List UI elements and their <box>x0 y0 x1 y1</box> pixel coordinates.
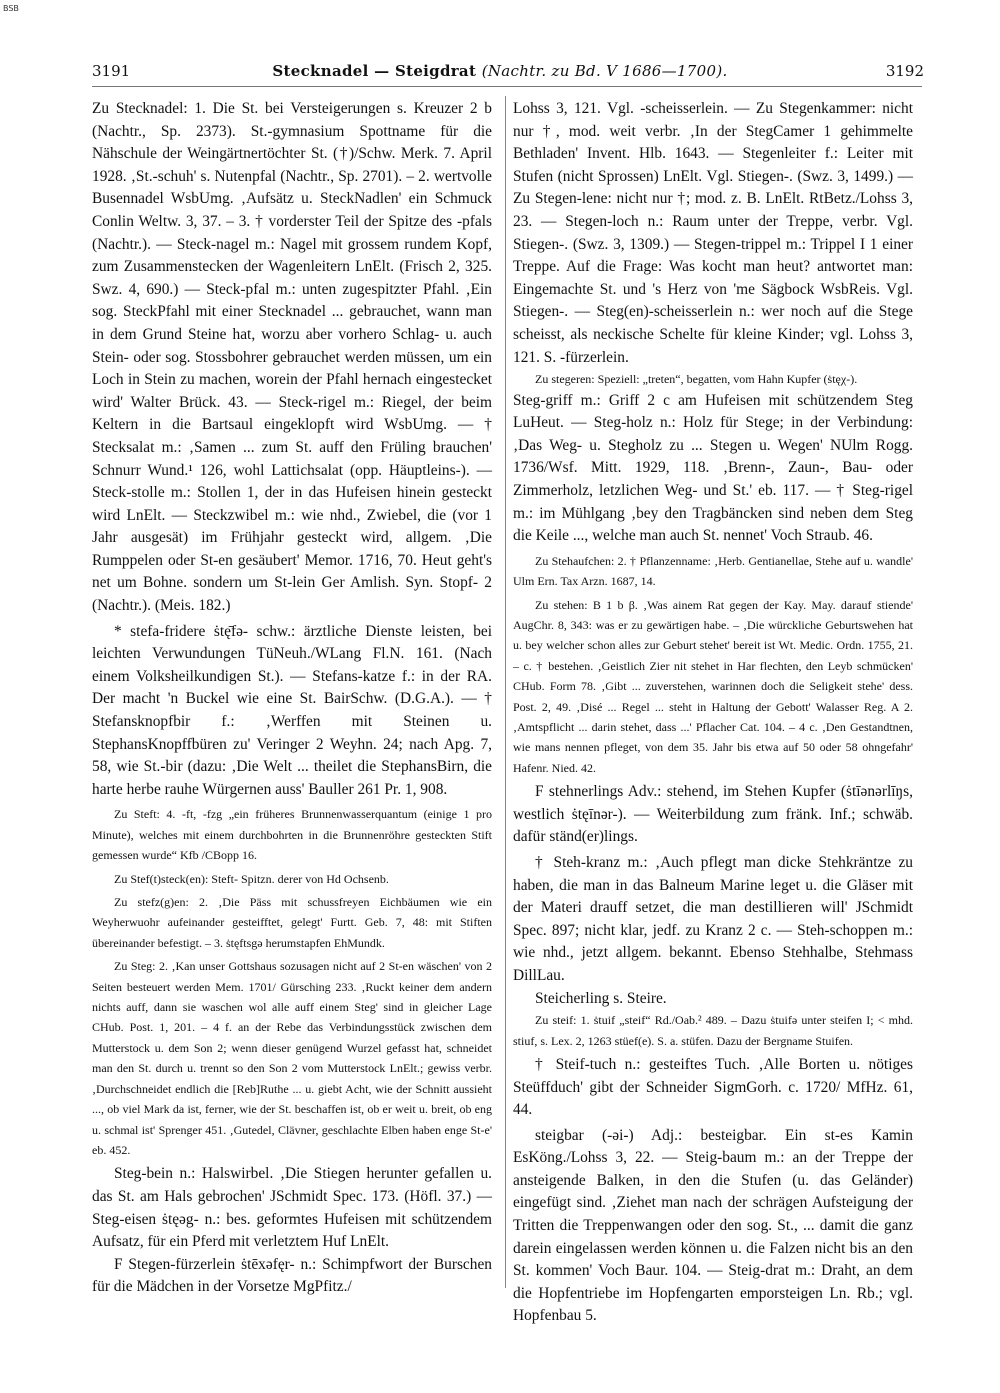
entry-stegenfuerzerlein: F Stegen-fürzerlein ṡtēxəfęr- n.: Schimpfwort der Burschen für die Mädchen in der Vorsetze MgPfitz./ <box>92 1255 492 1296</box>
entry-stehaufchen: Zu Stehaufchen: 2. † Pflanzenname: ‚Herb. Gentianellae, Stehe auf u. wandle' Ulm Ern. Tax Arzn. 1687, 14. <box>513 553 913 589</box>
entry-steggriff: Steg-griff m.: Griff 2 c am Hufeisen mit schützendem Steg LuHeut. — Steg-holz n.: Holz für Stege; in der Verbindung: ‚Das Weg- u. Stegholz zu ... Stegen u. Wegen' NUlm Rogg. 1736/Wsf. Mitt. 1929, 118. ‚Brenn-, Zaun-, Bau- oder Zimmerholz, letzlichen Weg- und St.' eb. 117. — † Steg-rigel m.: im Mühlgang ‚bey den Tragbäncken sind neben dem Steg die Keile ..., welche man auch St. nennet' Voch Straub. 46. <box>513 391 913 545</box>
running-header-title: Stecknadel — Steigdrat <box>272 62 477 80</box>
entry-stegbein: Steg-bein n.: Halswirbel. ‚Die Stiegen herunter gefallen u. das St. am Hals gebrochen' JSchmidt Spec. 173. (Höfl. 37.) — Steg-eisen ṡtęəg- n.: bes. geformtes Hufeisen mit schützendem Aufsatz, für ein Pferd mit verletztem Huf LnElt. <box>92 1165 492 1251</box>
right-column <box>513 98 913 1328</box>
entry-steigbar: steigbar (-əi-) Adj.: besteigbar. Ein st-es Kamin EsKöng./Lohss 3, 22. — Steig-baum m.: an der Treppe der ansteigende Balken, in den die Stufen (u. das Geländer) eingefügt sind. ‚Ziehet man nach der schrägen Aufsteigung der Tritten die Treppenwangen oder den sog. St., ... damit die ganz darein eingelassen werden können u. die Falzen nicht bis an den St. kommen' Voch Baur. 104. — Steig-drat m.: Draht, an dem die Hopfentriebe im Hopfengarten emporsteigen Ln. Rb.; vgl. Hopfenbau 5. <box>513 1126 913 1325</box>
entry-steft: Zu Steft: 4. -ft, -fzg „ein früheres Brunnenwasserquantum (einige 1 pro Minute), welches mit einem durchbohrten in die Brunnenröhre gesteckten Stift gemessen wurde“ Kfb /CBopp 16. <box>92 807 492 863</box>
entry-stegen-compounds: Lohss 3, 121. Vgl. -scheisserlein. — Zu Stegenkammer: nicht nur †, mod. weit verbr. ‚In der StegCamer 1 gehimmelte Bethladen' Invent. Hlb. 1643. — Stegenleiter f.: Leiter mit Stufen (nicht Sprossen) LnElt. Vgl. Stiegen-. (Swz. 3, 1499.) — Zu Stegen-lene: nicht nur †; mod. z. B. LnElt. RtBetz./Lohss 3, 23. — Stegen-loch n.: Raum unter der Treppe, verbr. Vgl. Stiegen-. (Swz. 3, 1309.) — Stegen-trippel m.: Trippel I 1 einer Treppe. Auf die Frage: Was kocht man heut? antwortet man: Eingemachte St. und 's Herz von 'me Sägbock WsbReis. Vgl. Stiegen-. — Steg(en)-scheisserlein n.: wer noch auf die Stege scheisst, als neckische Schelte für kleine Kinder; vgl. Lohss 3, 121. S. -fürzerlein. <box>513 100 913 366</box>
entry-stehnerlings: F stehnerlings Adv.: stehend, im Stehen Kupfer (ṡtīənərlīŋs, westlich ṡtęīnər-). — Weiterbildung zum fränk. Inf.; schwäb. dafür ständ(er)lings. <box>513 783 913 846</box>
left-column <box>92 98 492 1299</box>
page-number-left: 3191 <box>92 62 131 80</box>
running-header <box>0 62 1000 80</box>
library-watermark: BSB <box>3 4 19 13</box>
entry-steftstecken: Zu Stef(t)steck(en): Steft- Spitzn. derer von Hd Ochsenb. <box>114 871 389 886</box>
entry-stehen: Zu stehen: B 1 b β. ‚Was ainem Rat gegen der Kay. May. darauf stiende' AugChr. 8, 343: was er zu gewärtigen habe. – ‚Die würckliche Geburtswehen hat u. bey welcher schon alles zur Geburt stehet' bereit ist Wt. Medic. Ordn. 1755, 21. – c. † bestehen. ‚Geistlich Zier nit stehet in Har flechten, den Leyb schmücken' CHub. Form 78. ‚Gibt ... zuverstehen, warinnen doch die Seligkeit stehe' dess. Post. 2, 49. ‚Disé ... Regel ... steht in Haltung der Gebott' Walasser Reg. A 2. ‚Amtspflicht ... darin stehet, dass ...' Pflacher Cat. 104. – 4 c. ‚Den Gestandtnen, wie mans nennen pfleget, von dem 35. Jahr bis etwa auf 50 oder 58 ohngefahr' Hafenr. Nied. 42. <box>513 597 913 775</box>
entry-stegeren: Zu stegeren: Speziell: „treten“, begatten, vom Hahn Kupfer (ṡtęχ-). <box>535 372 858 387</box>
entry-stecknadel: Zu Stecknadel: 1. Die St. bei Versteigerungen s. Kreuzer 2 b (Nachtr., Sp. 2373). St.-gymnasium Spottname für die Nähschule der Weingärtnertöchter St. (†)/Schw. Merk. 7. April 1928. ‚St.-schuh' s. Nutenpfal (Nachtr., Sp. 2701). – 2. wertvolle Busennadel WsbUmg. ‚Aufsätz u. SteckNadlen' ein Schmuck Conlin Weltw. 3, 37. – 3. † vorderster Teil der Spitze des -pfals (Nachtr.). — Steck-nagel m.: Nagel mit grossem rundem Kopf, zum Zusammenstecken der Wagenleitern LnElt. (Frisch 2, 325. Swz. 4, 690.) — Steck-pfal m.: unten zugespitzter Pfahl. ‚Ein sog. SteckPfahl mit einer Stecknadel ... gebrauchet, wann man in dem Grund Steine hat, worzu aber vorhero Schlag- u. auch Stein- oder sog. Stossbohrer gebrauchet werden müssen, um ein Loch in Stein zu machen, worein der Pfahl hernach eingestecket wird' Walter Brück. 43. — Steck-rigel m.: Riegel, der beim Keltern in die Bartsaul eingeklopft wird WsbUmg. — † Stecksalat m.: ‚Samen ... zum St. auff den Früling brauchen' Schnurr Wund.¹ 126, wohl Lattichsalat (opp. Häuptleins-). — Steck-stolle m.: Stollen 1, der in das Hufeisen hinein gesteckt wird LnElt. — Steckzwibel m.: wie nhd., Zwiebel, die (vor 1 Jahr ausgesät) im Frühjahr gesteckt wird, allgem. ‚Die Rumppelen oder St-en gesäubert' Memor. 1716, 70. Heut geht's net um Bohne. sondern um St-lein Ger Amlish. Syn. Stopf- 2 (Nachtr.). (Meis. 182.) <box>92 100 492 615</box>
header-rule <box>92 86 922 87</box>
running-header-reference: (Nachtr. zu Bd. V 1686—1700). <box>481 62 728 80</box>
page-number-right: 3192 <box>885 62 924 80</box>
entry-stefzgen: Zu stefz(g)en: 2. ‚Die Päss mit schussfreyen Eichbäumen wie ein Weyherwuohr aufeinander gesteifftet, gelegt' Furtt. Geb. 7, 48: mit Stiften übereinander befestigt. – 3. ṡtęftsgə herumstapfen EhMundk. <box>92 895 492 950</box>
entry-steicherling: Steicherling s. Steire. <box>535 989 667 1007</box>
entry-stefan-fridere: * stefa-fridere ṡtę̄fə- schw.: ärztliche Dienste leisten, bei leichten Verwundungen TüNeuh./WLang Fl.N. 161. (Nach einem Volksheilkundigen St.). — Stefans-katze f.: in der RA. Der macht 'n Buckel wie eine St. BairSchw. (D.G.A.). — † Stefansknopfbir f.: ‚Werffen mit Steinen u. StephansKnopffbüren zu' Veringer 2 Weyhn. 24; nach Apg. 7, 58, wie St.-bir (dazu: ‚Die Welt ... theilet die StephansBirn, die harte herbe rauhe Würgernen auss' Bauller 261 Pr. 1, 908. <box>92 622 492 798</box>
entry-steiftuch: † Steif-tuch n.: gesteiftes Tuch. ‚Alle Borten u. nötiges Steüffduch' gibt der Schneider SigmGorh. c. 1720/ MfHz. 61, 44. <box>513 1055 913 1119</box>
entry-stehkranz: † Steh-kranz m.: ‚Auch pflegt man dicke Stehkräntze zu haben, die man in das Balneum Marine leget u. die Gläser mit der Materi drauff setzet, die man destillieren will' JSchmidt Spec. 897; nicht klar, jedf. zu Kranz 2 c. — Steh-schoppen m.: wie nhd., jetzt allgem. bekannt. Ebenso Stehhalbe, Stehmass DillLau. <box>513 853 913 984</box>
column-divider <box>505 96 506 1288</box>
entry-steg: Zu Steg: 2. ‚Kan unser Gottshaus sozusagen nicht auf 2 St-en wäschen' von 2 Seiten besteuert werden Mem. 1701/ Gürsching 233. ‚Ruckt keiner dem andern nichts auff, dann sie waschen wol alle auff einem Steg' sind in gleicher Lage CHub. Post. 1, 201. – 4 f. an der Rebe das Verbindungsstück zwischen dem Mutterstock u. dem Son 2; wenn dieser genügend Wurzel gefasst hat, schneidet man den St. durch u. trennt so den Son 2 vom Mutterstock LnElt.; gewiss verbr. ‚Durchschneidet endlich die [Reb]Ruthe ... u. giebt Acht, wie der Schnitt aussieht ..., ob viel Mark da ist, ferner, wie der St. beschaffen ist, ob er weit u. breit, ob eng u. schmal ist' Sprenger 451. ‚Gutedel, Clävner, geschlachte Elben haben enge St-e' eb. 452. <box>92 959 492 1157</box>
entry-steif: Zu steif: 1. ṡtuif „steif“ Rd./Oab.² 489. – Dazu ṡtuifə unter steifen I; < mhd. stiuf, s. Lex. 2, 1263 stüef(e). S. a. stüfen. Dazu der Bergname Stuifen. <box>513 1013 913 1048</box>
